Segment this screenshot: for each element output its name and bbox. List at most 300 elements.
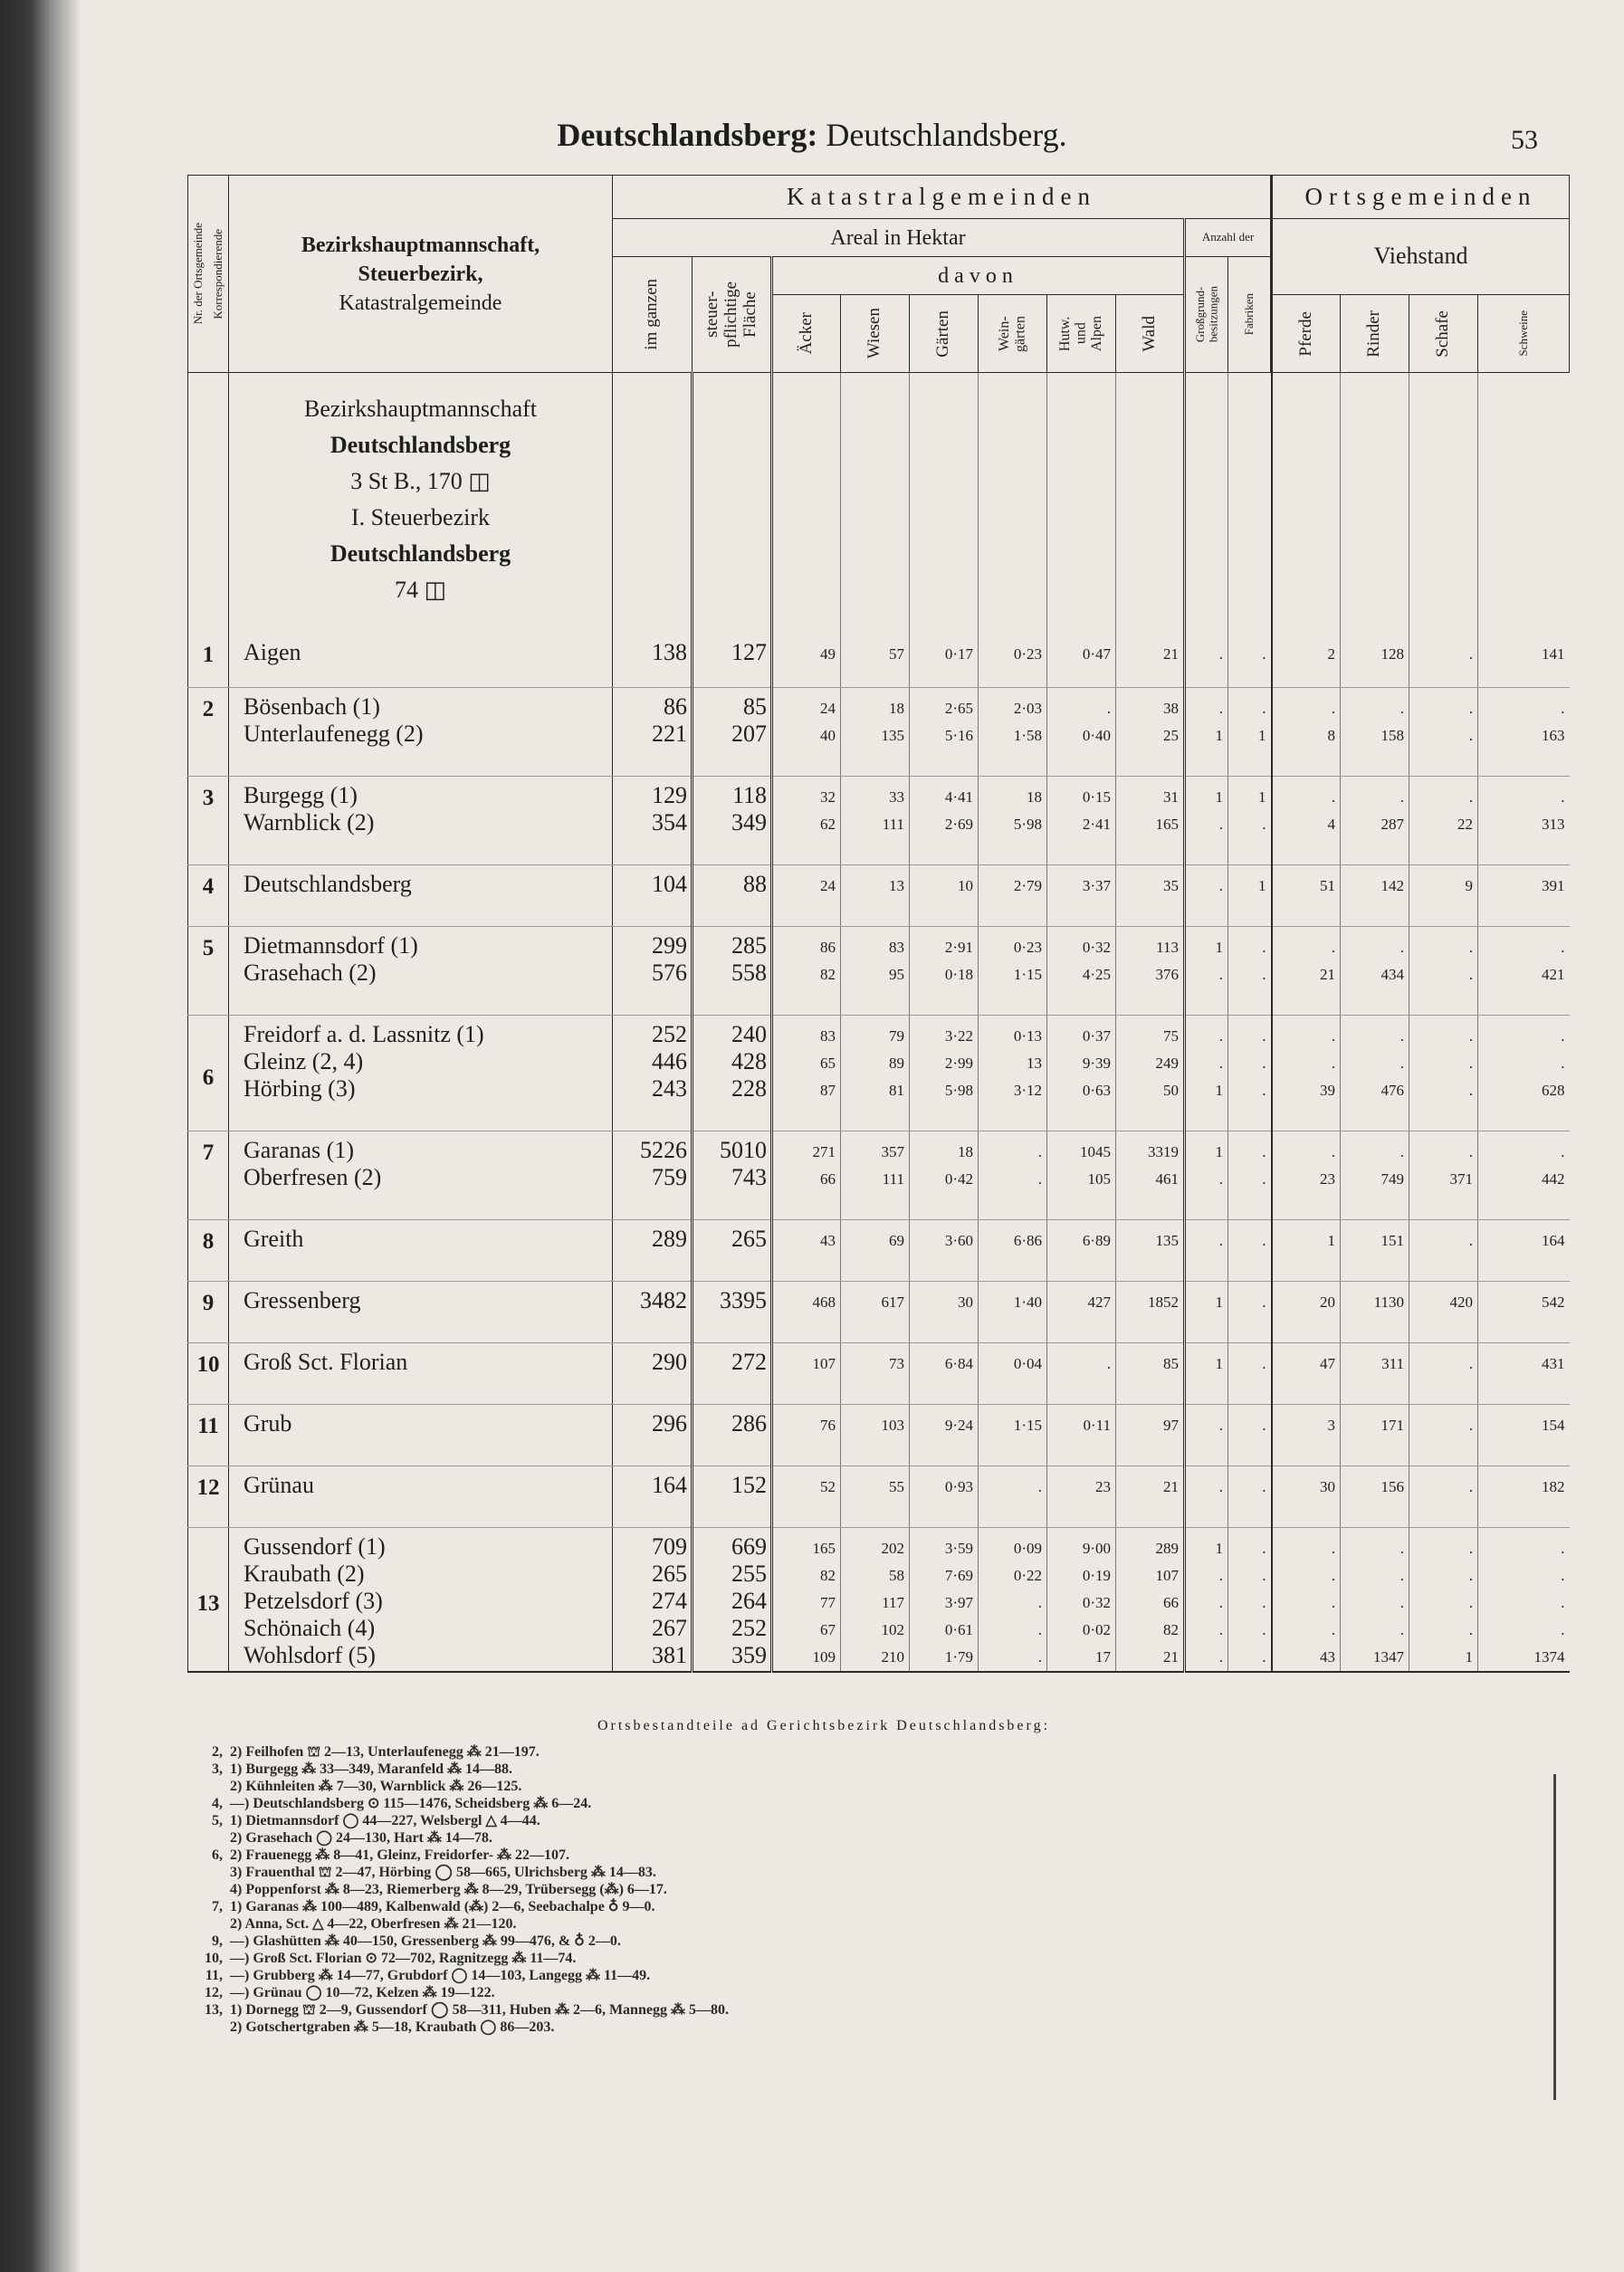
cell-gross: . <box>1185 634 1228 688</box>
cell-nr: 7 <box>188 1131 229 1220</box>
cell-pferde: . . 39 <box>1272 1016 1341 1131</box>
cell-rinder: . 749 <box>1341 1131 1409 1220</box>
footnote-line <box>190 1881 1457 1898</box>
footnote-key: 9, <box>212 1933 223 1949</box>
table-row <box>188 777 1570 865</box>
cell-fabr: . . <box>1228 1131 1272 1220</box>
cell-ganz: 86 221 <box>613 688 693 777</box>
cell-gross: . <box>1185 1405 1228 1466</box>
cell-wald: 21 <box>1116 1466 1185 1528</box>
title-bold: Deutschlandsberg: <box>557 117 818 153</box>
footnote-text: 1) Burgegg ⁂ 33—349, Maranfeld ⁂ 14—88. <box>230 1761 512 1777</box>
cell-ganz: 164 <box>613 1466 693 1528</box>
cell-schweine: . . 628 <box>1478 1016 1570 1131</box>
footnote-key: 7, <box>212 1899 223 1914</box>
cell-nr: 11 <box>188 1405 229 1466</box>
cell-ganz: 3482 <box>613 1282 693 1343</box>
footnote-line <box>190 1812 1457 1829</box>
cell-rinder: 151 <box>1341 1220 1409 1282</box>
cell-gross: . <box>1185 1466 1228 1528</box>
cell-schweine: 542 <box>1478 1282 1570 1343</box>
cell-ganz: 129 354 <box>613 777 693 865</box>
cell-gaerten: 9·24 <box>910 1405 979 1466</box>
footnote-text: 4) Poppenforst ⁂ 8—23, Riemerberg ⁂ 8—29, Trübersegg (⁂) 6—17. <box>230 1882 667 1897</box>
footnote-text: 1) Garanas ⁂ 100—489, Kalbenwald (⁂) 2—6, Seebachalpe ♁ 9—0. <box>230 1899 655 1914</box>
cell-name: Gressenberg <box>229 1282 613 1343</box>
cell-name: Grünau <box>229 1466 613 1528</box>
cell-steuer: 272 <box>693 1343 772 1405</box>
cell-ganz: 104 <box>613 865 693 927</box>
cell-pferde: . 4 <box>1272 777 1341 865</box>
intro-row <box>188 373 1570 634</box>
intro-74: 74 ◫ <box>394 577 447 603</box>
cell-aecker: 86 82 <box>772 927 841 1016</box>
footnote-text: 2) Kühnleiten ⁂ 7—30, Warnblick ⁂ 26—125. <box>230 1779 522 1794</box>
cell-schweine: 164 <box>1478 1220 1570 1282</box>
cell-hutw: 427 <box>1047 1282 1116 1343</box>
cell-steuer: 152 <box>693 1466 772 1528</box>
cell-ganz: 299 576 <box>613 927 693 1016</box>
cell-ganz: 289 <box>613 1220 693 1282</box>
cell-name: Aigen <box>229 634 613 688</box>
cell-fabr: . <box>1228 634 1272 688</box>
footnote-key: 2, <box>212 1744 223 1760</box>
cell-pferde: 3 <box>1272 1405 1341 1466</box>
cell-schweine: . 442 <box>1478 1131 1570 1220</box>
cell-gross: . 1 <box>1185 688 1228 777</box>
intro-bezirkshauptmannschaft: Bezirkshauptmannschaft <box>303 396 538 422</box>
footnote-line <box>190 1847 1457 1864</box>
cell-gross: 1 . <box>1185 927 1228 1016</box>
cell-steuer: 3395 <box>693 1282 772 1343</box>
footnote-key: 6, <box>212 1847 223 1863</box>
cell-rinder: 142 <box>1341 865 1409 927</box>
footnote-text: —) Grubberg ⁂ 14—77, Grubdorf ◯ 14—103, Langegg ⁂ 11—49. <box>230 1968 651 1983</box>
cell-nr: 6 <box>188 1016 229 1131</box>
cell-schweine: . 163 <box>1478 688 1570 777</box>
cell-steuer: 265 <box>693 1220 772 1282</box>
footnote-line <box>190 2019 1457 2036</box>
cell-gross: . <box>1185 1220 1228 1282</box>
cell-ganz: 290 <box>613 1343 693 1405</box>
header-ortsgemeinden: Ortsgemeinden <box>1272 176 1570 219</box>
cell-wein: . . <box>979 1131 1047 1220</box>
cell-aecker: 76 <box>772 1405 841 1466</box>
cell-hutw: 3·37 <box>1047 865 1116 927</box>
cell-aecker: 43 <box>772 1220 841 1282</box>
intro-deutschlandsberg-2: Deutschlandsberg <box>330 540 511 567</box>
cell-ganz: 138 <box>613 634 693 688</box>
footnote-line <box>190 1761 1457 1778</box>
cell-rinder: 156 <box>1341 1466 1409 1528</box>
cell-gross: 1 <box>1185 1343 1228 1405</box>
cell-aecker: 52 <box>772 1466 841 1528</box>
cell-wiesen: 18 135 <box>841 688 910 777</box>
cell-aecker: 468 <box>772 1282 841 1343</box>
cell-steuer: 85 207 <box>693 688 772 777</box>
cell-aecker: 49 <box>772 634 841 688</box>
cell-gaerten: 4·41 2·69 <box>910 777 979 865</box>
cell-pferde: 2 <box>1272 634 1341 688</box>
cell-wein: 1·15 <box>979 1405 1047 1466</box>
footnote-key: 5, <box>212 1813 223 1828</box>
cell-hutw: 0·37 9·39 0·63 <box>1047 1016 1116 1131</box>
cell-wald: 35 <box>1116 865 1185 927</box>
cell-wald: 75 249 50 <box>1116 1016 1185 1131</box>
page-number: 53 <box>1511 125 1538 155</box>
footnote-line <box>190 1743 1457 1761</box>
footnote-line <box>190 2001 1457 2019</box>
cell-steuer: 240 428 228 <box>693 1016 772 1131</box>
cell-schafe: . . . <box>1409 1016 1478 1131</box>
footnote-text: 2) Frauenegg ⁂ 8—41, Gleinz, Freidorfer- ⁂ 22—107. <box>230 1847 570 1863</box>
cell-schafe: 420 <box>1409 1282 1478 1343</box>
cell-wein: 1·40 <box>979 1282 1047 1343</box>
cell-aecker: 83 65 87 <box>772 1016 841 1131</box>
cell-wald: 97 <box>1116 1405 1185 1466</box>
cell-hutw: . <box>1047 1343 1116 1405</box>
cell-pferde: 1 <box>1272 1220 1341 1282</box>
cell-pferde: . 23 <box>1272 1131 1341 1220</box>
cell-name: Grub <box>229 1405 613 1466</box>
footnote-line <box>190 1915 1457 1933</box>
cell-pferde: 30 <box>1272 1466 1341 1528</box>
cell-aecker: 24 <box>772 865 841 927</box>
cell-fabr: . <box>1228 1405 1272 1466</box>
cell-schafe: . <box>1409 1220 1478 1282</box>
cell-aecker: 32 62 <box>772 777 841 865</box>
footnote-line <box>190 1829 1457 1847</box>
cell-pferde: . . . . 43 <box>1272 1528 1341 1673</box>
footnote-text: 2) Gotschertgraben ⁂ 5—18, Kraubath ◯ 86—203. <box>230 2019 555 2035</box>
cell-schafe: . <box>1409 1343 1478 1405</box>
cell-nr: 1 <box>188 634 229 688</box>
header-fabriken: Fabriken <box>1228 257 1272 373</box>
footnote-text: —) Grünau ◯ 10—72, Kelzen ⁂ 19—122. <box>230 1985 495 2000</box>
cell-name: Deutschlandsberg <box>229 865 613 927</box>
cell-steuer: 285 558 <box>693 927 772 1016</box>
cell-gaerten: 0·93 <box>910 1466 979 1528</box>
cell-wein: 2·79 <box>979 865 1047 927</box>
footnote-text: 2) Grasehach ◯ 24—130, Hart ⁂ 14—78. <box>230 1830 492 1846</box>
cell-gross: . . 1 <box>1185 1016 1228 1131</box>
footnote-text: 1) Dornegg ⛫ 2—9, Gussendorf ◯ 58—311, Huben ⁂ 2—6, Mannegg ⁂ 5—80. <box>230 2002 729 2018</box>
footnote-text: 2) Anna, Sct. △ 4—22, Oberfresen ⁂ 21—120. <box>230 1916 517 1932</box>
cell-hutw: 1045 105 <box>1047 1131 1116 1220</box>
cell-schweine: 391 <box>1478 865 1570 927</box>
cell-nr: 4 <box>188 865 229 927</box>
cell-fabr: . <box>1228 1282 1272 1343</box>
cell-ganz: 252 446 243 <box>613 1016 693 1131</box>
cell-pferde: . 8 <box>1272 688 1341 777</box>
cell-fabr: . <box>1228 1220 1272 1282</box>
footnote-line <box>190 1778 1457 1795</box>
cell-name: Freidorf a. d. Lassnitz (1) Gleinz (2, 4) Hörbing (3) <box>229 1016 613 1131</box>
cell-steuer: 286 <box>693 1405 772 1466</box>
cell-schweine: . 421 <box>1478 927 1570 1016</box>
cell-schweine: . 313 <box>1478 777 1570 865</box>
cell-nr: 9 <box>188 1282 229 1343</box>
table-row <box>188 1131 1570 1220</box>
header-im-ganzen: im ganzen <box>613 257 693 373</box>
cell-fabr: 1 . <box>1228 777 1272 865</box>
cell-wiesen: 103 <box>841 1405 910 1466</box>
cell-wein: 2·03 1·58 <box>979 688 1047 777</box>
cell-hutw: 0·32 4·25 <box>1047 927 1116 1016</box>
footnote-text: 3) Frauenthal ⛫ 2—47, Hörbing ◯ 58—665, Ulrichsberg ⁂ 14—83. <box>230 1865 656 1880</box>
footnote-text: —) Deutschlandsberg ⊙ 115—1476, Scheidsberg ⁂ 6—24. <box>230 1796 592 1811</box>
cell-schweine: 182 <box>1478 1466 1570 1528</box>
cell-gross: 1 <box>1185 1282 1228 1343</box>
cell-steuer: 127 <box>693 634 772 688</box>
table-row <box>188 1405 1570 1466</box>
cell-name: Garanas (1) Oberfresen (2) <box>229 1131 613 1220</box>
cell-gaerten: 0·17 <box>910 634 979 688</box>
title-normal: Deutschlandsberg. <box>826 117 1067 153</box>
table-row <box>188 927 1570 1016</box>
cell-schafe: . 22 <box>1409 777 1478 865</box>
cell-nr: 3 <box>188 777 229 865</box>
cell-aecker: 271 66 <box>772 1131 841 1220</box>
cell-fabr: . <box>1228 1466 1272 1528</box>
cell-wald: 135 <box>1116 1220 1185 1282</box>
cell-name: Greith <box>229 1220 613 1282</box>
footnote-line <box>190 1967 1457 1984</box>
cell-rinder: . 287 <box>1341 777 1409 865</box>
footnote-key: 12, <box>205 1985 223 2000</box>
cell-name: Bösenbach (1) Unterlaufenegg (2) <box>229 688 613 777</box>
footnote-line <box>190 1795 1457 1812</box>
cell-gross: . <box>1185 865 1228 927</box>
header-viehstand: Viehstand <box>1272 219 1570 295</box>
header-wald: Wald <box>1116 295 1185 373</box>
table-row <box>188 634 1570 688</box>
table-row <box>188 1343 1570 1405</box>
footnote-text: 2) Feilhofen ⛫ 2—13, Unterlaufenegg ⁂ 21—197. <box>230 1744 540 1760</box>
cell-wiesen: 55 <box>841 1466 910 1528</box>
footnote-key: 11, <box>205 1968 223 1983</box>
cell-schafe: . . . . 1 <box>1409 1528 1478 1673</box>
cell-hutw: 0·15 2·41 <box>1047 777 1116 865</box>
footnote-text: —) Groß Sct. Florian ⊙ 72—702, Ragnitzegg ⁂ 11—74. <box>230 1951 577 1966</box>
cell-pferde: 20 <box>1272 1282 1341 1343</box>
header-anzahl: Anzahl der <box>1185 219 1272 257</box>
cell-steuer: 5010 743 <box>693 1131 772 1220</box>
cell-pferde: 51 <box>1272 865 1341 927</box>
cell-gaerten: 3·22 2·99 5·98 <box>910 1016 979 1131</box>
cell-gross: 1 . . . . <box>1185 1528 1228 1673</box>
header-aecker: Äcker <box>772 295 841 373</box>
cell-wald: 38 25 <box>1116 688 1185 777</box>
cell-wiesen: 13 <box>841 865 910 927</box>
cell-gaerten: 10 <box>910 865 979 927</box>
cell-gaerten: 2·65 5·16 <box>910 688 979 777</box>
cell-fabr: . 1 <box>1228 688 1272 777</box>
cell-wald: 31 165 <box>1116 777 1185 865</box>
header-grossgrund: Großgrund- besitzungen <box>1185 257 1228 373</box>
footnote-line <box>190 1864 1457 1881</box>
cell-schweine: 141 <box>1478 634 1570 688</box>
cell-wald: 289 107 66 82 21 <box>1116 1528 1185 1673</box>
right-margin-rule <box>1553 1774 1556 2100</box>
cell-wein: 18 5·98 <box>979 777 1047 865</box>
footnote-key: 4, <box>212 1796 223 1811</box>
cell-hutw: 6·89 <box>1047 1220 1116 1282</box>
header-areal: Areal in Hektar <box>613 219 1185 257</box>
table-row <box>188 1528 1570 1673</box>
table-row <box>188 1016 1570 1131</box>
footnote-line <box>190 1933 1457 1950</box>
table-row <box>188 1282 1570 1343</box>
cell-fabr: . . <box>1228 927 1272 1016</box>
cell-wald: 3319 461 <box>1116 1131 1185 1220</box>
cell-rinder: . . 476 <box>1341 1016 1409 1131</box>
cell-name: Burgegg (1) Warnblick (2) <box>229 777 613 865</box>
cell-wiesen: 83 95 <box>841 927 910 1016</box>
header-wiesen: Wiesen <box>841 295 910 373</box>
cell-wiesen: 73 <box>841 1343 910 1405</box>
cell-schafe: . . <box>1409 688 1478 777</box>
cell-rinder: . 434 <box>1341 927 1409 1016</box>
cell-gaerten: 3·60 <box>910 1220 979 1282</box>
cell-wiesen: 202 58 117 102 210 <box>841 1528 910 1673</box>
page-title <box>0 116 1624 154</box>
cell-nr: 12 <box>188 1466 229 1528</box>
header-steuerpflichtige: steuer- pflichtige Fläche <box>693 257 772 373</box>
cell-wein: 0·09 0·22 . . . <box>979 1528 1047 1673</box>
cell-aecker: 165 82 77 67 109 <box>772 1528 841 1673</box>
cell-wiesen: 57 <box>841 634 910 688</box>
cell-hutw: 9·00 0·19 0·32 0·02 17 <box>1047 1528 1116 1673</box>
cell-fabr: . . . <box>1228 1016 1272 1131</box>
cell-schweine: 431 <box>1478 1343 1570 1405</box>
cell-rinder: 1130 <box>1341 1282 1409 1343</box>
cell-steuer: 118 349 <box>693 777 772 865</box>
cell-wein: 0·23 1·15 <box>979 927 1047 1016</box>
cell-wald: 21 <box>1116 634 1185 688</box>
intro-stb: 3 St B., 170 ◫ <box>350 468 491 494</box>
header-nr: Nr. der Ortsgemeinde Korrespondierende <box>188 176 229 373</box>
footnote-key: 3, <box>212 1761 223 1777</box>
cell-name: Dietmannsdorf (1) Grasehach (2) <box>229 927 613 1016</box>
table-row <box>188 1220 1570 1282</box>
cell-ganz: 296 <box>613 1405 693 1466</box>
footnote-key: 10, <box>205 1951 223 1966</box>
header-rinder: Rinder <box>1341 295 1409 373</box>
cell-wein: 6·86 <box>979 1220 1047 1282</box>
header-bezirk: Bezirkshauptmannschaft, Steuerbezirk, Katastralgemeinde <box>229 176 613 373</box>
intro-deutschlandsberg-1: Deutschlandsberg <box>330 432 511 458</box>
cell-hutw: . 0·40 <box>1047 688 1116 777</box>
cell-ganz: 709 265 274 267 381 <box>613 1528 693 1673</box>
cell-wiesen: 69 <box>841 1220 910 1282</box>
cell-wald: 85 <box>1116 1343 1185 1405</box>
cell-nr: 5 <box>188 927 229 1016</box>
header-weingaerten: Wein- gärten <box>979 295 1047 373</box>
cell-schafe: . <box>1409 1466 1478 1528</box>
statistics-table <box>187 175 1570 1673</box>
cell-schafe: . . <box>1409 927 1478 1016</box>
cell-rinder: 171 <box>1341 1405 1409 1466</box>
cell-wald: 1852 <box>1116 1282 1185 1343</box>
cell-gross: 1 . <box>1185 777 1228 865</box>
cell-rinder: 311 <box>1341 1343 1409 1405</box>
cell-wald: 113 376 <box>1116 927 1185 1016</box>
cell-fabr: . . . . . <box>1228 1528 1272 1673</box>
cell-gaerten: 30 <box>910 1282 979 1343</box>
cell-steuer: 88 <box>693 865 772 927</box>
footnote-line <box>190 1898 1457 1915</box>
cell-nr: 10 <box>188 1343 229 1405</box>
table-row <box>188 865 1570 927</box>
footnotes-heading: Ortsbestandteile ad Gerichtsbezirk Deutschlandsberg: <box>597 1718 1051 1733</box>
cell-fabr: 1 <box>1228 865 1272 927</box>
cell-wein: 0·13 13 3·12 <box>979 1016 1047 1131</box>
cell-nr: 2 <box>188 688 229 777</box>
cell-hutw: 0·11 <box>1047 1405 1116 1466</box>
cell-pferde: . 21 <box>1272 927 1341 1016</box>
cell-ganz: 5226 759 <box>613 1131 693 1220</box>
cell-nr: 13 <box>188 1528 229 1673</box>
cell-gross: 1 . <box>1185 1131 1228 1220</box>
header-schafe: Schafe <box>1409 295 1478 373</box>
cell-nr: 8 <box>188 1220 229 1282</box>
cell-rinder: 128 <box>1341 634 1409 688</box>
cell-gaerten: 2·91 0·18 <box>910 927 979 1016</box>
footnote-line <box>190 1950 1457 1967</box>
cell-steuer: 669 255 264 252 359 <box>693 1528 772 1673</box>
cell-name: Gussendorf (1) Kraubath (2) Petzelsdorf (3) Schönaich (4) Wohlsdorf (5) <box>229 1528 613 1673</box>
cell-pferde: 47 <box>1272 1343 1341 1405</box>
cell-wein: 0·23 <box>979 634 1047 688</box>
cell-schafe: . 371 <box>1409 1131 1478 1220</box>
footnotes <box>190 1718 1457 2036</box>
cell-schafe: . <box>1409 634 1478 688</box>
book-spine-shadow <box>0 0 80 2272</box>
header-gaerten: Gärten <box>910 295 979 373</box>
cell-gaerten: 18 0·42 <box>910 1131 979 1220</box>
intro-steuerbezirk: I. Steuerbezirk <box>350 504 491 530</box>
footnote-key: 13, <box>205 2002 223 2018</box>
footnote-text: —) Glashütten ⁂ 40—150, Gressenberg ⁂ 99—476, & ♁ 2—0. <box>230 1933 621 1949</box>
cell-schafe: . <box>1409 1405 1478 1466</box>
cell-rinder: . . . . 1347 <box>1341 1528 1409 1673</box>
table-row <box>188 688 1570 777</box>
cell-hutw: 0·47 <box>1047 634 1116 688</box>
header-davon: davon <box>772 257 1185 295</box>
cell-hutw: 23 <box>1047 1466 1116 1528</box>
cell-wiesen: 357 111 <box>841 1131 910 1220</box>
cell-wein: . <box>979 1466 1047 1528</box>
cell-wiesen: 617 <box>841 1282 910 1343</box>
header-pferde: Pferde <box>1272 295 1341 373</box>
cell-name: Groß Sct. Florian <box>229 1343 613 1405</box>
cell-wiesen: 33 111 <box>841 777 910 865</box>
cell-aecker: 24 40 <box>772 688 841 777</box>
footnote-line <box>190 1984 1457 2001</box>
cell-rinder: . 158 <box>1341 688 1409 777</box>
cell-gaerten: 3·59 7·69 3·97 0·61 1·79 <box>910 1528 979 1673</box>
header-schweine: Schweine <box>1478 295 1570 373</box>
header-katastralgemeinden: Katastralgemeinden <box>613 176 1272 219</box>
cell-schweine: . . . . 1374 <box>1478 1528 1570 1673</box>
cell-gaerten: 6·84 <box>910 1343 979 1405</box>
cell-wiesen: 79 89 81 <box>841 1016 910 1131</box>
cell-schafe: 9 <box>1409 865 1478 927</box>
cell-schweine: 154 <box>1478 1405 1570 1466</box>
footnote-text: 1) Dietmannsdorf ◯ 44—227, Welsbergl △ 4—44. <box>230 1813 540 1828</box>
cell-wein: 0·04 <box>979 1343 1047 1405</box>
